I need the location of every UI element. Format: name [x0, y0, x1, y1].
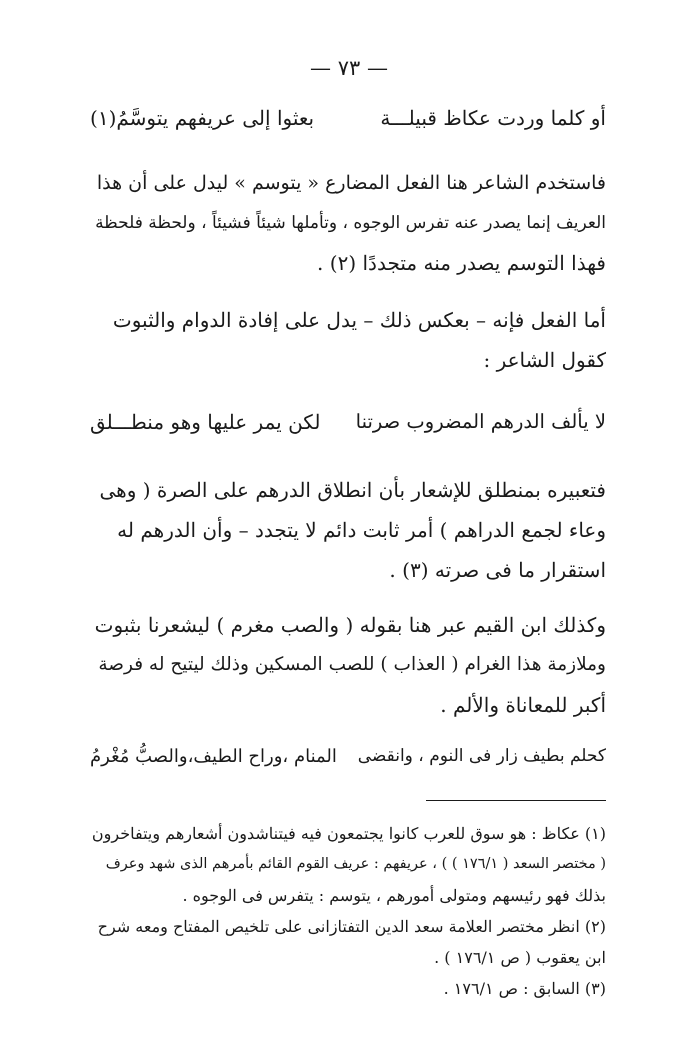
verse-3-second-hemistich: المنام ،وراح الطيف،والصبُّ مُغْرمُ — [90, 746, 337, 767]
paragraph-2-line: أما الفعل فإنه – بعكس ذلك – يدل على إفادة الدوام والثبوت — [112, 308, 606, 332]
paragraph-3-line: وعاء لجمع الدراهم ) أمر ثابت دائم لا يتجدد – وأن الدرهم له — [117, 518, 606, 542]
paragraph-2-line: كقول الشاعر : — [483, 348, 606, 372]
footnote-line: ابن يعقوب ( ص ١٧٦/١ ) . — [434, 948, 606, 967]
footnote-line: بذلك فهو رئيسهم ومتولى أمورهم ، يتوسم : يتفرس فى الوجوه . — [182, 886, 606, 905]
footnote-line: (٢) انظر مختصر العلامة سعد الدين التفتازانى على تلخيص المفتاح ومعه شرح — [97, 917, 606, 936]
paragraph-4-line: وكذلك ابن القيم عبر هنا بقوله ( والصب مغرم ) ليشعرنا بثبوت — [94, 613, 606, 637]
paragraph-3 — [90, 470, 606, 590]
verse-1 — [90, 106, 606, 146]
paragraph-1 — [90, 163, 606, 283]
footnote-separator — [426, 800, 606, 801]
footnote-line: ( مختصر السعد ( ١٧٦/١ ) ) ، عريفهم : عريف القوم القائم بأمرهم الذى شهد وعرف — [105, 856, 606, 872]
paragraph-4-line: وملازمة هذا الغرام ( العذاب ) للصب المسكين وذلك ليتيح له فرصة — [98, 654, 606, 675]
verse-3 — [90, 746, 606, 786]
paragraph-3-line: استقرار ما فى صرته (٣) . — [389, 558, 606, 582]
paragraph-4 — [90, 605, 606, 725]
footnotes — [90, 818, 606, 1004]
paragraph-1-line: فهذا التوسم يصدر منه متجددًا (٢) . — [317, 251, 606, 275]
verse-1-first-hemistich: أو كلما وردت عكاظ قبيلـــة — [380, 106, 606, 130]
paragraph-2 — [90, 300, 606, 380]
verse-3-first-hemistich: كحلم بطيف زار فى النوم ، وانقضى — [357, 746, 606, 766]
paragraph-1-line: العريف إنما يصدر عنه تفرس الوجوه ، وتأملها شيئاً فشيئاً ، ولحظة فلحظة — [95, 213, 606, 233]
page-number: — ٧٣ — — [310, 56, 388, 80]
verse-2-first-hemistich: لا يألف الدرهم المضروب صرتنا — [355, 410, 606, 433]
paragraph-3-line: فتعبيره بمنطلق للإشعار بأن انطلاق الدرهم على الصرة ( وهى — [99, 478, 606, 502]
verse-2-second-hemistich: لكن يمر عليها وهو منطـــلق — [90, 410, 321, 434]
paragraph-1-line: فاستخدم الشاعر هنا الفعل المضارع « يتوسم » ليدل على أن هذا — [96, 172, 606, 194]
paragraph-4-line: أكبر للمعاناة والألم . — [440, 693, 606, 717]
verse-2 — [90, 410, 606, 450]
footnote-line: (٣) السابق : ص ١٧٦/١ . — [443, 979, 606, 998]
footnote-line: (١) عكاظ : هو سوق للعرب كانوا يجتمعون فيه فيتناشدون أشعارهم ويتفاخرون — [91, 824, 606, 843]
verse-1-second-hemistich: بعثوا إلى عريفهم يتوسَّمُ(١) — [90, 106, 315, 130]
